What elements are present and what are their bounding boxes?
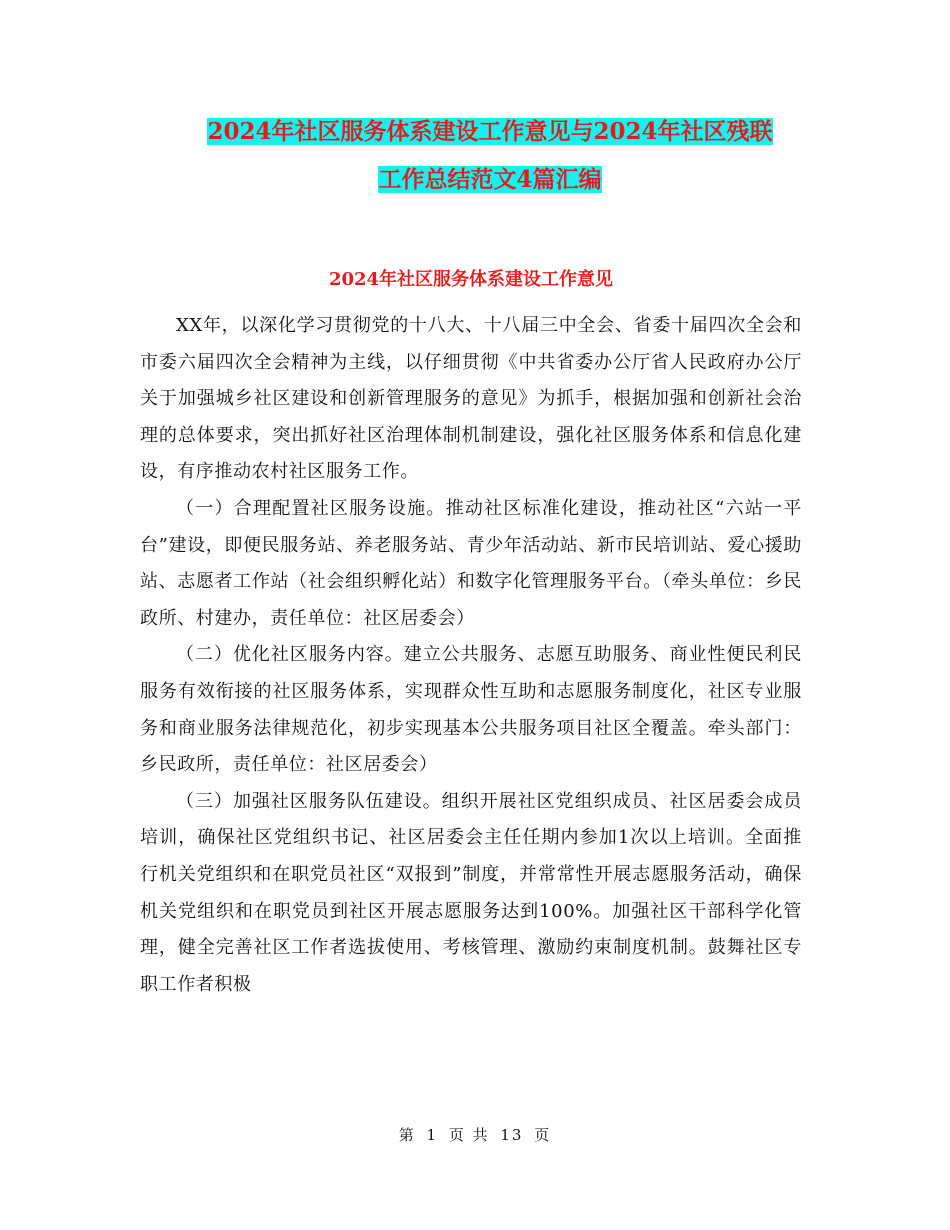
section-title: 2024年社区服务体系建设工作意见 — [328, 269, 614, 290]
document-title — [178, 108, 802, 204]
document-title-line-2: 工作总结范文4篇汇编 — [378, 166, 602, 193]
paragraph-item-2: （二）优化社区服务内容。建立公共服务、志愿互助服务、商业性便民利民服务有效衔接的社区服务体系，实现群众性互助和志愿服务制度化，社区专业服务和商业服务法律规范化，初步实现基本公共服务项目社区全覆盖。牵头部门：乡民政所，责任单位：社区居委会） — [140, 644, 802, 776]
document-title-line-1: 2024年社区服务体系建设工作意见与2024年社区残联 — [207, 118, 773, 145]
paragraph-item-3: （三）加强社区服务队伍建设。组织开展社区党组织成员、社区居委会成员培训，确保社区党组织书记、社区居委会主任任期内参加1次以上培训。全面推行机关党组织和在职党员社区“双报到”制度，并常常性开展志愿服务活动，确保机关党组织和在职党员到社区开展志愿服务达到100%。加强社区干部科学化管理，健全完善社区工作者选拔使用、考核管理、激励约束制度机制。鼓舞社区专职工作者积极 — [140, 790, 802, 995]
footer-middle: 页 共 — [448, 1126, 490, 1144]
footer-prefix: 第 — [398, 1126, 416, 1144]
paragraph-intro: XX年，以深化学习贯彻党的十八大、十八届三中全会、省委十届四次全会和市委六届四次全会精神为主线，以仔细贯彻《中共省委办公厅省人民政府办公厅关于加强城乡社区建设和创新管理服务的意见》为抓手，根据加强和创新社会治理的总体要求，突出抓好社区治理体制机制建设，强化社区服务体系和信息化建设，有序推动农村社区服务工作。 — [140, 315, 802, 483]
footer-total-pages: 13 — [500, 1126, 524, 1144]
footer-current-page: 1 — [426, 1126, 439, 1144]
footer-suffix: 页 — [534, 1126, 552, 1144]
paragraph-item-1: （一）合理配置社区服务设施。推动社区标准化建设，推动社区“六站一平台”建设，即便民服务站、养老服务站、青少年活动站、新市民培训站、爱心援助站、志愿者工作站（社会组织孵化站）和数字化管理服务平台。（牵头单位：乡民政所、村建办，责任单位：社区居委会） — [140, 497, 802, 629]
page-footer — [0, 1124, 950, 1145]
